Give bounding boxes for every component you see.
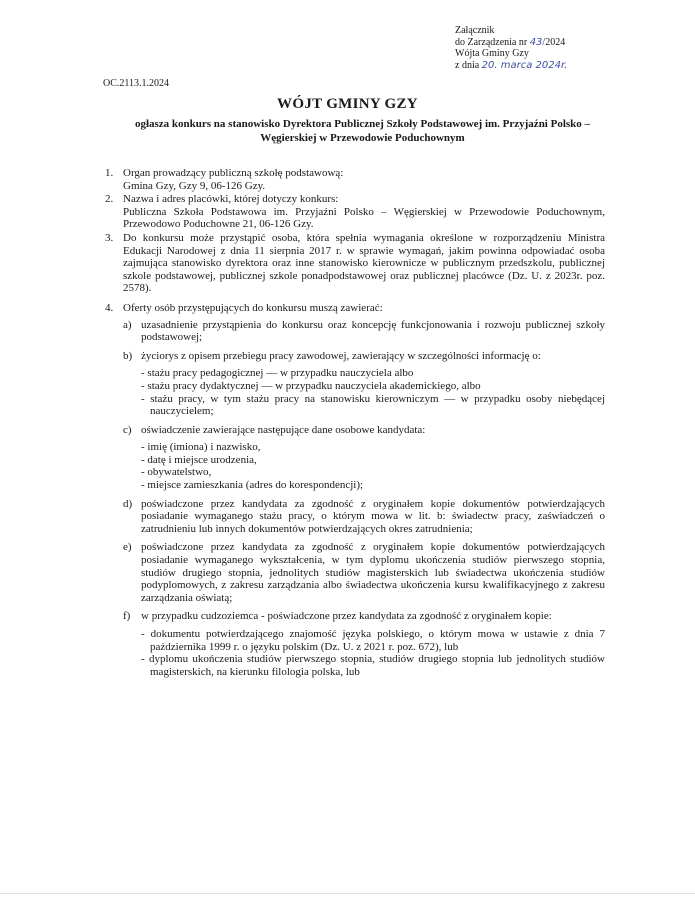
annex-line-2-prefix: do Zarządzenia nr xyxy=(455,36,528,48)
document-body xyxy=(105,167,605,684)
sub-item-letter: d) xyxy=(123,497,133,510)
sub-item-text: życiorys z opisem przebiegu pracy zawodowej, zawierający w szczególności informację o: xyxy=(141,349,541,362)
sub-item-text: poświadczone przez kandydata za zgodność z oryginałem kopie dokumentów potwierdzających posiadanie wymaganego wykształcenia, w tym dyplomu ukończenia studiów pierwszego stopnia, studiów drugiego stopnia, jednolitych studiów magisterskich lub świadectwa ukończenia studiów podyplomowych, z zakresu zarządzania albo świadectwa ukończenia kursu kwalifikacyjnego z zakresu zarządzania oświatą; xyxy=(141,541,605,604)
sub-item-letter: c) xyxy=(123,423,132,436)
page-subtitle: ogłasza konkurs na stanowisko Dyrektora Publicznej Szkoły Podstawowej im. Przyjaźni Polsko – Węgierskiej w Przewodowie Poduchownym xyxy=(134,118,591,144)
annex-line-1: Załącznik xyxy=(455,25,495,36)
annex-note xyxy=(455,25,567,71)
item-heading: Organ prowadzący publiczną szkołę podstawową: xyxy=(123,167,344,179)
sub-item-letter: e) xyxy=(123,541,132,554)
item-number: 1. xyxy=(105,167,114,179)
page-bottom-edge xyxy=(0,893,695,894)
sub-item-text: w przypadku cudzoziemca - poświadczone przez kandydata za zgodność z oryginałem kopie: xyxy=(141,610,552,623)
sub-item-letter: f) xyxy=(123,610,131,623)
dash-item: - dyplomu ukończenia studiów pierwszego stopnia, studiów drugiego stopnia lub jednolitych studiów magisterskich, na kierunku filologia polska, lub xyxy=(141,653,605,678)
sub-item-text: poświadczone przez kandydata za zgodność z oryginałem kopie dokumentów potwierdzających posiadanie wymaganego stażu pracy, o którym mowa w lit. b: świadectw pracy, zaświadczeń o zatrudnieniu lub innych dokumentów potwierdzających okres zatrudnienia; xyxy=(141,497,605,535)
item-text: Oferty osób przystępujących do konkursu muszą zawierać: xyxy=(123,301,383,314)
dash-item: - stażu pracy, w tym stażu pracy na stanowisku kierowniczym — w przypadku osoby niebędącej nauczycielem; xyxy=(141,392,605,418)
item-body: Publiczna Szkoła Podstawowa im. Przyjaźni Polsko – Węgierskiej w Przewodowie Poduchownym, Przewodowo Poduchowne 21, 06-126 Gzy. xyxy=(123,205,605,231)
list-item-2 xyxy=(105,193,605,231)
annex-line-4 xyxy=(455,60,567,72)
sub-item-letter: b) xyxy=(123,349,133,362)
handwritten-number: 43 xyxy=(529,36,543,48)
dash-item: - stażu pracy dydaktycznej — w przypadku nauczyciela akademickiego, albo xyxy=(141,379,481,392)
dash-item: - imię (imiona) i nazwisko, xyxy=(141,441,261,454)
annex-line-2 xyxy=(455,37,567,49)
item-heading: Nazwa i adres placówki, której dotyczy konkurs: xyxy=(123,193,339,206)
dash-item: - miejsce zamieszkania (adres do korespondencji); xyxy=(141,479,364,492)
sub-item-d xyxy=(123,498,605,536)
sub-item-text: uzasadnienie przystąpienia do konkursu oraz koncepcję funkcjonowania i rozwoju publicznej szkoły podstawowej; xyxy=(141,318,605,344)
annex-line-3: Wójta Gminy Gzy xyxy=(455,48,529,59)
page-title: WÓJT GMINY GZY xyxy=(277,96,418,112)
list-item-1 xyxy=(105,167,605,192)
list-item-3 xyxy=(105,232,605,295)
item-number: 3. xyxy=(105,231,114,244)
item-number: 4. xyxy=(105,301,114,314)
sub-item-text: oświadczenie zawierające następujące dane osobowe kandydata: xyxy=(141,423,426,436)
sub-item-letter: a) xyxy=(123,318,132,331)
sub-item-e xyxy=(123,541,605,604)
annex-line-4-prefix: z dnia xyxy=(455,59,480,71)
item-number: 2. xyxy=(105,193,114,206)
dash-item: - datę i miejsce urodzenia, xyxy=(141,453,257,466)
sub-item-b xyxy=(123,350,605,418)
item-text: Do konkursu może przystąpić osoba, która spełnia wymagania określone w rozporządzeniu Ministra Edukacji Narodowej z dnia 11 sierpnia 2017 r. w sprawie wymagań, jakim powinna odpowiadać osoba zajmująca stanowisko dyrektora oraz inne stanowisko kierownicze w publicznym przedszkolu, publicznej szkole podstawowej, publicznej szkole ponadpodstawowej oraz publicznej placówce (Dz. U. z 2023r. poz. 2578). xyxy=(123,231,605,295)
dash-item: - stażu pracy pedagogicznej — w przypadku nauczyciela albo xyxy=(141,367,414,380)
item-body: Gmina Gzy, Gzy 9, 06-126 Gzy. xyxy=(123,179,266,192)
list-item-4 xyxy=(105,302,605,678)
handwritten-date: 20. marca 2024r. xyxy=(481,59,568,71)
reference-number: OC.2113.1.2024 xyxy=(103,78,170,89)
dash-item: - obywatelstwo, xyxy=(141,466,212,479)
sub-item-f xyxy=(123,610,605,678)
annex-line-2-suffix: /2024 xyxy=(542,36,566,48)
dash-item: - dokumentu potwierdzającego znajomość języka polskiego, o którym mowa w ustawie z dnia 7 października 1999 r. o języku polskim (Dz. U. z 2021 r. poz. 672), lub xyxy=(141,628,605,653)
sub-item-a xyxy=(123,319,605,344)
sub-item-c xyxy=(123,424,605,492)
